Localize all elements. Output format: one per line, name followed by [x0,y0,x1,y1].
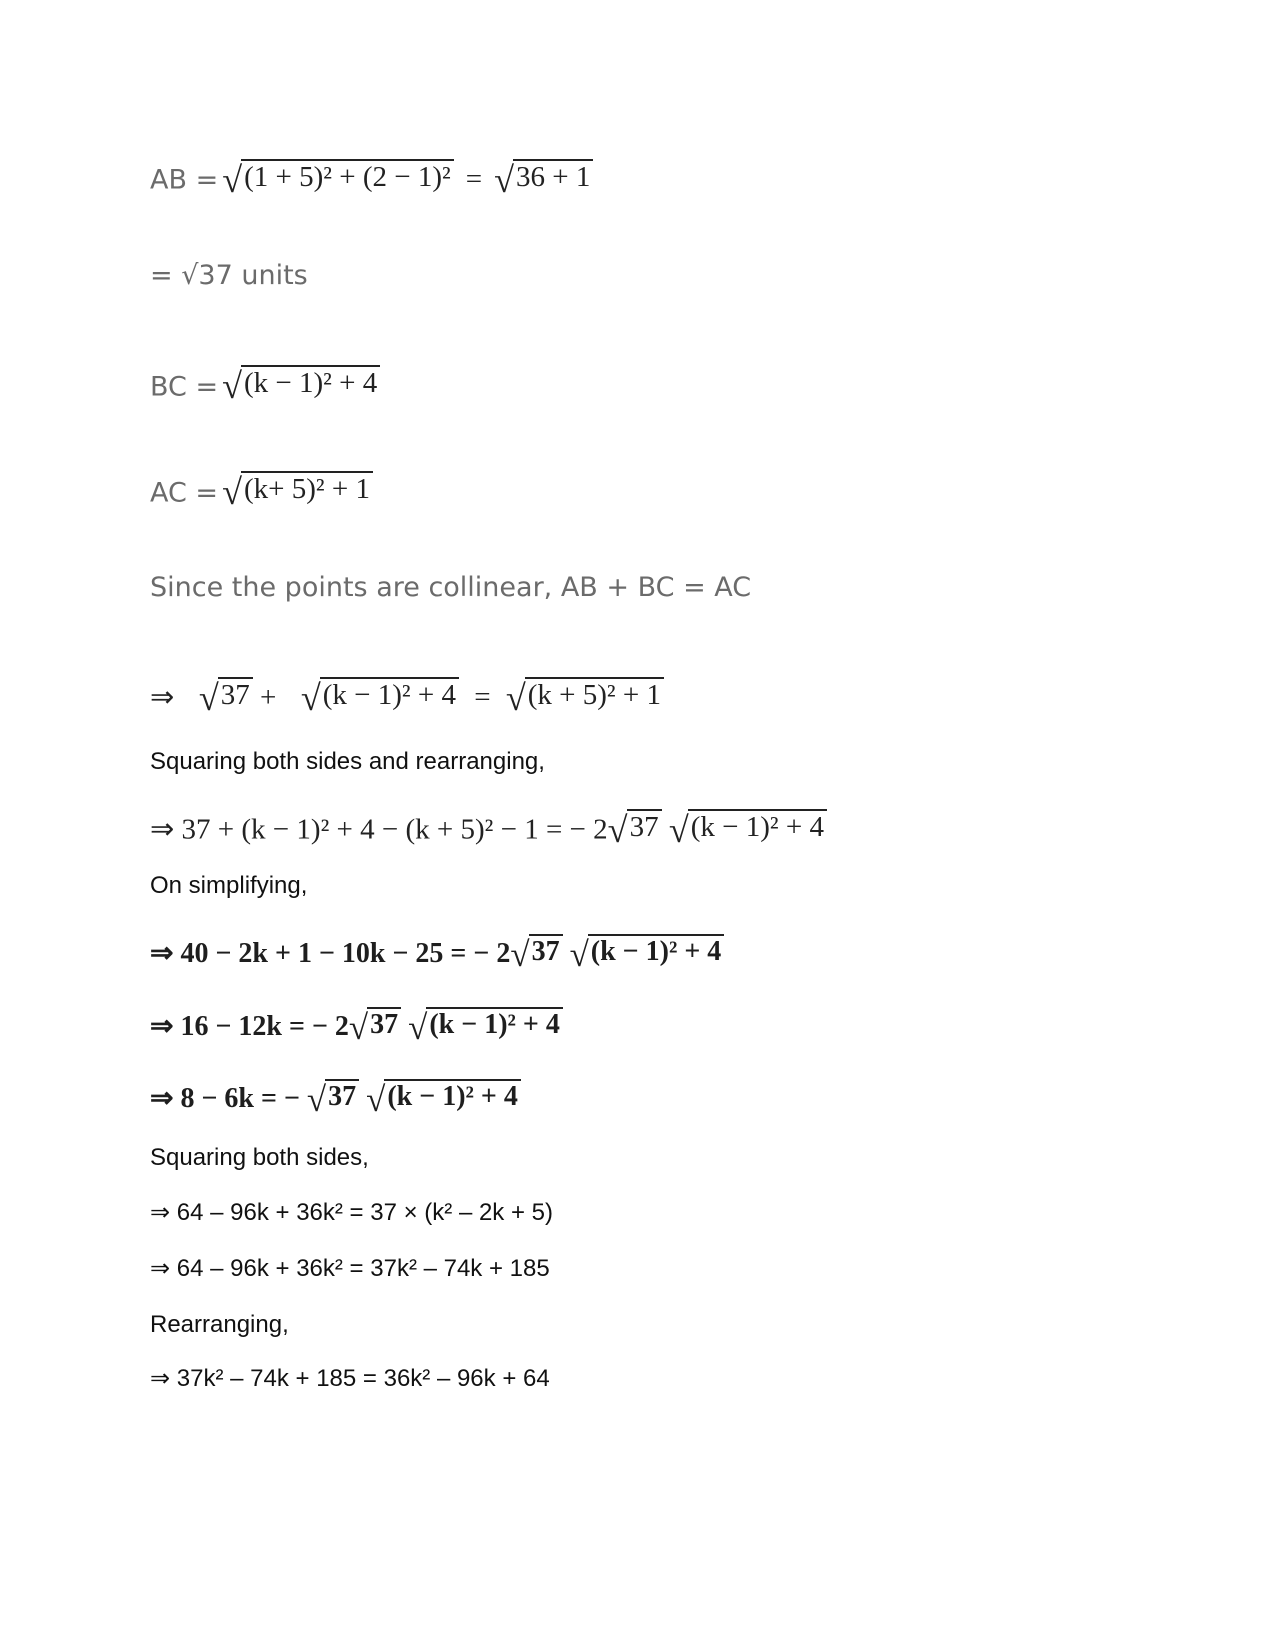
bc-radical-term: √ (k − 1)² + 4 [408,1006,563,1041]
sqrt-37: √ 37 [510,933,562,968]
sqrt-37: √ 37 [608,808,662,844]
halved-equation-lhs: ⇒ 8 − 6k = − [150,1083,307,1114]
rearranging-text: Rearranging, [150,1311,289,1338]
equals-sign: = [474,681,491,714]
simplified-equation [150,933,724,974]
ab-equals: = [465,163,483,196]
collinear-statement: Since the points are collinear, AB + BC = AC [150,572,752,603]
reduced-equation-lhs: ⇒ 16 − 12k = − 2 [150,1011,349,1042]
bc-radical-term: √ (k − 1)² + 4 [366,1078,521,1113]
sqrt-37: √ 37 [199,676,253,712]
squaring-both-text: Squaring both sides, [150,1144,369,1171]
halved-equation [150,1078,521,1119]
expanded-equation: ⇒ 64 – 96k + 36k² = 37 × (k² – 2k + 5) [150,1199,553,1226]
collinear-equation [150,676,664,718]
squaring-rearranging-text: Squaring both sides and rearranging, [150,748,545,775]
squared-equation-lhs: ⇒ 37 + (k − 1)² + 4 − (k + 5)² − 1 = − 2 [150,813,608,846]
ab-result: = √37 units [150,260,308,291]
ac-radical: √ (k+ 5)² + 1 [222,470,373,506]
plus-sign: + [259,681,277,714]
sqrt-37: √ 37 [307,1078,359,1113]
ac-lhs: AC = [150,477,219,509]
ac-radical-term: √ (k + 5)² + 1 [506,676,664,712]
ab-equation [150,158,593,200]
bc-lhs: BC = [150,371,219,403]
bc-radical-term: √ (k − 1)² + 4 [669,808,827,844]
ab-radical-2: √ 36 + 1 [494,158,593,194]
ac-equation [150,470,373,512]
implies-arrow: ⇒ [150,681,175,714]
simplifying-text: On simplifying, [150,872,308,899]
sqrt-37: √ 37 [349,1006,401,1041]
ab-radical-1: √ (1 + 5)² + (2 − 1)² [222,158,454,194]
distributed-equation: ⇒ 64 – 96k + 36k² = 37k² – 74k + 185 [150,1255,550,1282]
simplified-equation-lhs: ⇒ 40 − 2k + 1 − 10k − 25 = − 2 [150,938,511,969]
ab-lhs: AB = [150,164,219,196]
reduced-equation [150,1006,563,1047]
bc-radical-term: √ (k − 1)² + 4 [301,676,459,712]
bc-radical: √ (k − 1)² + 4 [222,364,380,400]
bc-equation [150,364,380,406]
squared-equation [150,808,827,850]
bc-radical-term: √ (k − 1)² + 4 [570,933,725,968]
rearranged-equation: ⇒ 37k² – 74k + 185 = 36k² – 96k + 64 [150,1365,550,1392]
